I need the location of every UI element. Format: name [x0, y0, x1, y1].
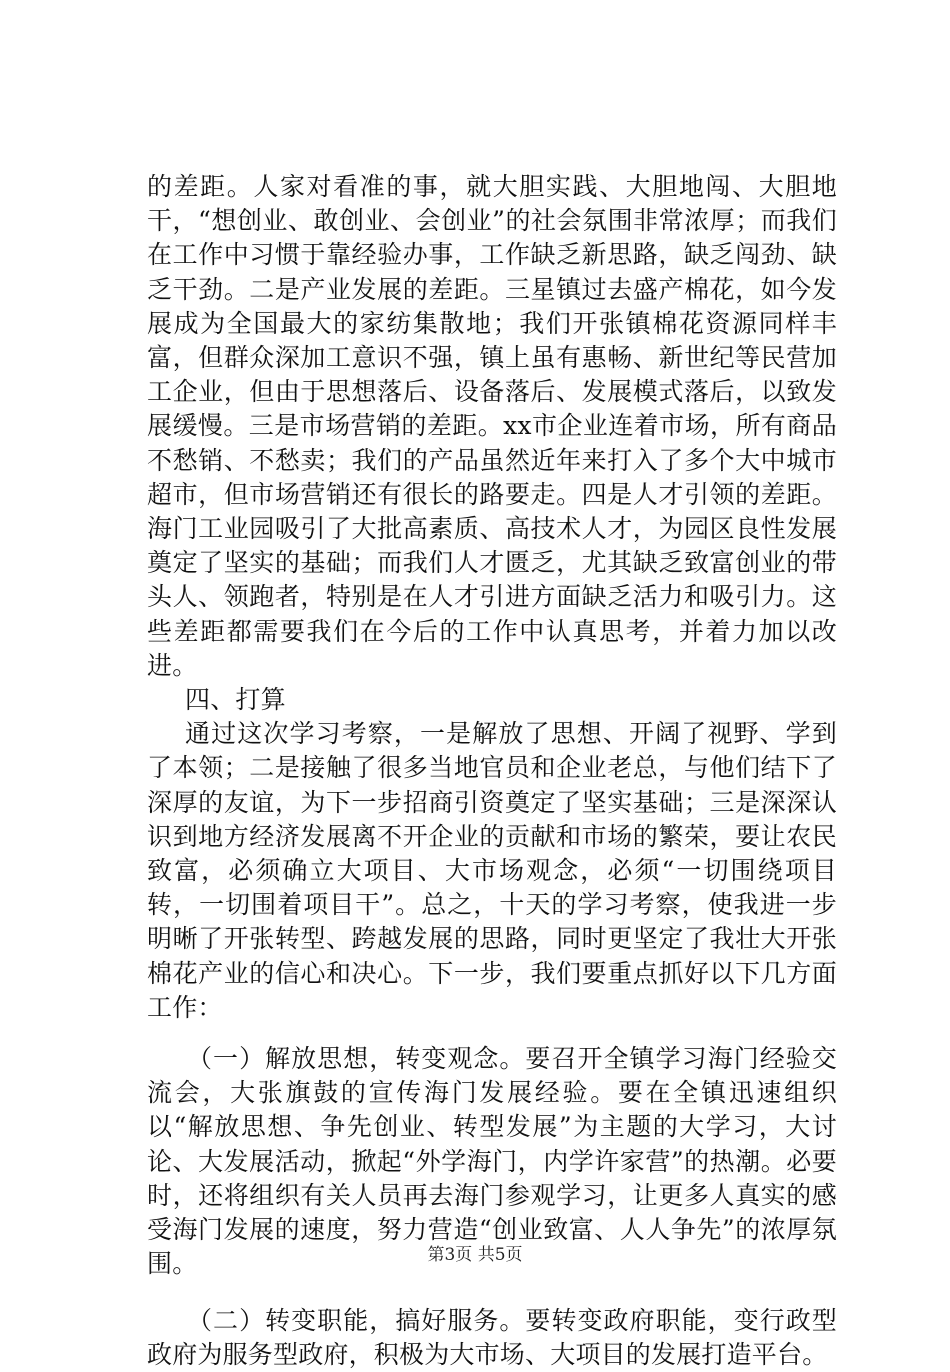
paragraph-item-one: （一）解放思想，转变观念。要召开全镇学习海门经验交流会，大张旗鼓的宣传海门发展经验。要在全镇迅速组织以“解放思想、争先创业、转型发展”为主题的大学习，大讨论、大发展活动，掀起“外学海门，内学许家营”的热潮。必要时，还将组织有关人员再去海门参观学习，让更多人真实的感受海门发展的速度，努力营造“创业致富、人人争先”的浓厚氛围。 — [147, 1044, 837, 1279]
section-heading-plan: 四、打算 — [185, 685, 286, 715]
document-body — [147, 170, 837, 1372]
paragraph-gap-analysis: 的差距。人家对看准的事，就大胆实践、大胆地闯、大胆地干，“想创业、敢创业、会创业”的社会氛围非常浓厚；而我们在工作中习惯于靠经验办事，工作缺乏新思路，缺乏闯劲、缺乏干劲。二是产业发展的差距。三星镇过去盛产棉花，如今发展成为全国最大的家纺集散地；我们开张镇棉花资源同样丰富，但群众深加工意识不强，镇上虽有惠畅、新世纪等民营加工企业，但由于思想落后、设备落后、发展模式落后，以致发展缓慢。三是市场营销的差距。xx市企业连着市场，所有商品不愁销、不愁卖；我们的产品虽然近年来打入了多个大中城市超市，但市场营销还有很长的路要走。四是人才引领的差距。海门工业园吸引了大批高素质、高技术人才，为园区良性发展奠定了坚实的基础；而我们人才匮乏，尤其缺乏致富创业的带头人、领跑者，特别是在人才引进方面缺乏活力和吸引力。这些差距都需要我们在今后的工作中认真思考，并着力加以改进。 — [147, 172, 837, 680]
page-number-footer: 第3页 共5页 — [427, 1245, 523, 1265]
paragraph-item-two: （二）转变职能，搞好服务。要转变政府职能，变行政型政府为服务型政府，积极为大市场、大项目的发展打造平台。 — [147, 1305, 837, 1369]
paragraph-study-summary: 通过这次学习考察，一是解放了思想、开阔了视野、学到了本领；二是接触了很多当地官员和企业老总，与他们结下了深厚的友谊，为下一步招商引资奠定了坚实基础；三是深深认识到地方经济发展离不开企业的贡献和市场的繁荣，要让农民致富，必须确立大项目、大市场观念，必须“一切围绕项目转，一切围着项目干”。总之，十天的学习考察，使我进一步明晰了开张转型、跨越发展的思路，同时更坚定了我壮大开张棉花产业的信心和决心。下一步，我们要重点抓好以下几方面工作： — [147, 719, 837, 1022]
